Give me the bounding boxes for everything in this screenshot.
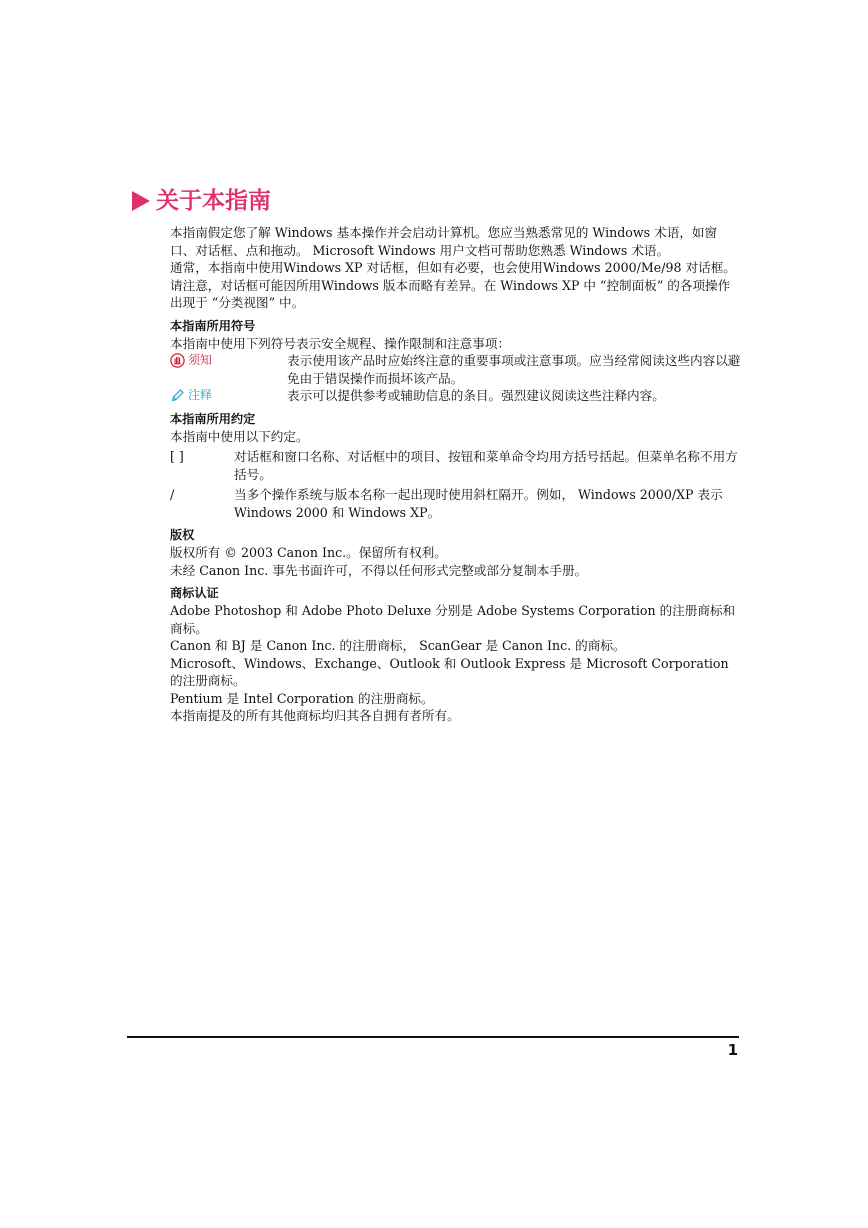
intro-paragraph-2: 通常，本指南中使用Windows XP 对话框，但如有必要，也会使用Windows 2000/Me/98 对话框。 xyxy=(170,260,736,275)
trademark-line-2: Canon 和 BJ 是 Canon Inc. 的注册商标， ScanGear 是 Canon Inc. 的商标。 xyxy=(170,638,626,653)
trademarks-title: 商标认证 xyxy=(170,586,219,600)
trademark-line-1: Adobe Photoshop 和 Adobe Photo Deluxe 分别是 Adobe Systems Corporation 的注册商标和商标。 xyxy=(170,603,736,636)
convention-row-brackets xyxy=(170,448,742,483)
copyright-line-2: 未经 Canon Inc. 事先书面许可，不得以任何形式完整或部分复制本手册。 xyxy=(170,562,588,578)
convention-key-brackets: [ ] xyxy=(170,449,184,464)
convention-text-brackets: 对话框和窗口名称、对话框中的项目、按钮和菜单命令均用方括号括起。但菜单名称不用方括号。 xyxy=(234,449,738,482)
body-content xyxy=(170,224,742,725)
hand-stop-icon xyxy=(170,353,185,368)
symbol-label-important xyxy=(170,352,287,370)
convention-row-slash xyxy=(170,486,742,521)
convention-key-slash: / xyxy=(170,487,175,502)
symbol-important-label: 须知 xyxy=(188,353,213,367)
symbol-row-note xyxy=(170,387,742,405)
copyright-title: 版权 xyxy=(170,528,195,542)
intro-paragraph-1: 本指南假定您了解 Windows 基本操作并会启动计算机。您应当熟悉常见的 Windows 术语，如窗口、对话框、点和拖动。 Microsoft Windows 用户文档可帮助您熟悉 Windows 术语。 xyxy=(170,225,718,258)
section-heading xyxy=(132,186,271,216)
trademark-line-3: Microsoft、Windows、Exchange、Outlook 和 Outlook Express 是 Microsoft Corporation 的注册商标。 xyxy=(170,655,729,688)
symbol-note-label: 注释 xyxy=(188,388,213,402)
intro-paragraph-3: 请注意，对话框可能因所用Windows 版本而略有差异。在 Windows XP 中 “控制面板” 的各项操作出现于 “分类视图” 中。 xyxy=(170,277,731,310)
trademark-line-5: 本指南提及的所有其他商标均归其各自拥有者所有。 xyxy=(170,708,460,723)
symbols-title: 本指南所用符号 xyxy=(170,318,256,333)
symbol-label-note xyxy=(170,387,287,405)
trademark-line-4: Pentium 是 Intel Corporation 的注册商标。 xyxy=(170,690,434,706)
pencil-icon xyxy=(170,388,185,403)
symbol-important-text: 表示使用该产品时应始终注意的重要事项或注意事项。应当经常阅读这些内容以避免由于错误操作而损坏该产品。 xyxy=(287,353,741,386)
symbol-row-important xyxy=(170,352,742,387)
heading-text: 关于本指南 xyxy=(156,188,271,214)
symbol-note-text: 表示可以提供参考或辅助信息的条目。强烈建议阅读这些注释内容。 xyxy=(287,388,665,403)
heading-arrow-icon xyxy=(132,191,150,211)
footer-divider xyxy=(127,1036,739,1038)
page-number: 1 xyxy=(727,1041,738,1059)
convention-text-slash: 当多个操作系统与版本名称一起出现时使用斜杠隔开。例如， Windows 2000/XP 表示 Windows 2000 和 Windows XP。 xyxy=(234,487,723,520)
symbols-intro: 本指南中使用下列符号表示安全规程、操作限制和注意事项： xyxy=(170,335,511,351)
copyright-line-1: 版权所有 © 2003 Canon Inc.。保留所有权利。 xyxy=(170,545,447,560)
conventions-title: 本指南所用约定 xyxy=(170,411,256,426)
conventions-intro: 本指南中使用以下约定。 xyxy=(170,428,309,444)
